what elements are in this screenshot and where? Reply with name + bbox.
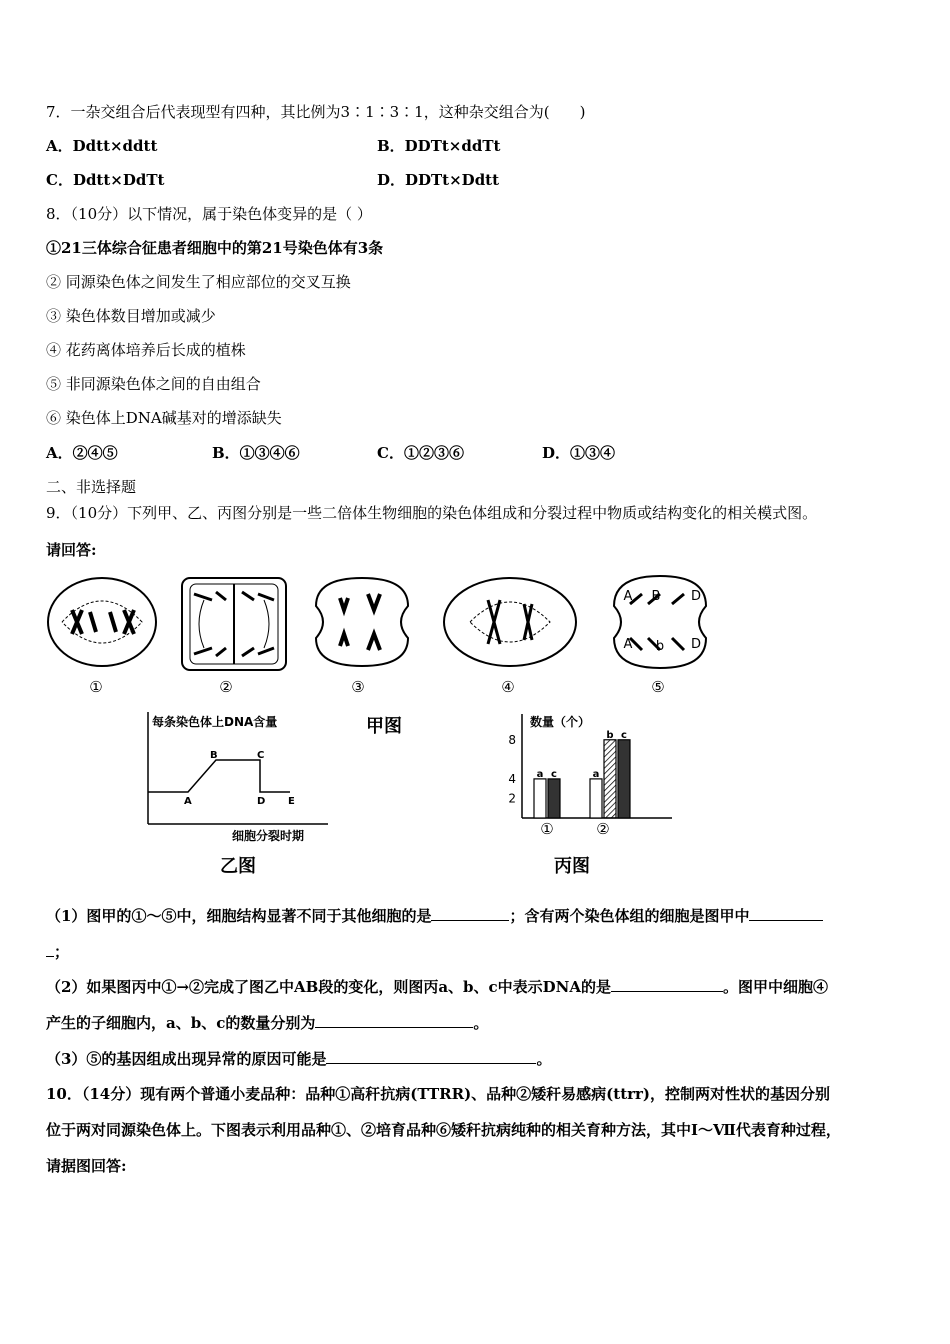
bing-ytick: 2	[508, 791, 516, 806]
cell-5-gene-bottom-3: D	[690, 637, 702, 652]
q9-sub2	[46, 977, 828, 997]
q10-line-1: 10．（14分）现有两个普通小麦品种：品种①高秆抗病(TTRR)、品种②矮秆易感病(ttrr)，控制两对性状的基因分别	[46, 1085, 831, 1103]
bing-bar-label-a: a	[536, 768, 544, 780]
q9-sub1-blank-1[interactable]	[431, 906, 509, 921]
q9-stem: 9．（10分）下列甲、乙、丙图分别是一些二倍体生物细胞的染色体组成和分裂过程中物质或结构变化的相关模式图。	[46, 504, 818, 522]
bing-bar-c-2	[618, 740, 630, 818]
bing-group-label: ②	[596, 820, 610, 838]
q8-option-b: B．①③④⑥	[212, 444, 300, 462]
yi-xlabel: 细胞分裂时期	[232, 829, 305, 843]
yi-dna-curve	[148, 760, 290, 792]
cell-1-membrane	[48, 578, 156, 666]
section-heading: 二、非选择题	[46, 478, 137, 496]
q9-sub1-blank-2[interactable]	[749, 906, 823, 921]
q7-option-d: D．DDTt×Ddtt	[377, 171, 500, 189]
yi-ylabel: 每条染色体上DNA含量	[152, 715, 278, 729]
cell-label-5: ⑤	[651, 678, 665, 696]
cell-label-3: ③	[351, 678, 365, 696]
bing-ylabel: 数量（个）	[530, 715, 591, 729]
cell-5-gene-bottom-2: b	[655, 639, 665, 654]
yi-point-e: E	[288, 796, 295, 807]
bing-ytick: 4	[508, 771, 516, 786]
q9-sub1-end: ；	[54, 943, 70, 961]
jia-caption: 甲图	[366, 716, 402, 737]
cell-3-membrane	[316, 578, 408, 666]
q9-sub1-text: （1）图甲的①～⑤中，细胞结构显著不同于其他细胞的是	[46, 907, 432, 925]
q8-item-6: ⑥ 染色体上DNA碱基对的增添缺失	[46, 409, 282, 427]
bing-ytick: 8	[508, 732, 516, 747]
q9-sub2-cont	[46, 1013, 488, 1033]
q8-item-4: ④ 花药离体培养后长成的植株	[46, 341, 246, 359]
bing-bar-label-b: b	[606, 729, 614, 741]
figure-jia-cells	[44, 570, 714, 700]
cell-5-gene-top-1: A	[623, 589, 633, 604]
bing-group-label: ①	[540, 820, 554, 838]
q9-sub2-text-2: 产生的子细胞内，a、b、c的数量分别为	[46, 1014, 316, 1032]
q9-sub3	[46, 1049, 551, 1069]
q9-prompt: 请回答:	[46, 541, 97, 559]
bing-bar-a-1	[534, 779, 546, 818]
q8-item-3: ③ 染色体数目增加或减少	[46, 307, 216, 325]
q10-line-3: 请据图回答:	[46, 1157, 127, 1175]
q10-line-2: 位于两对同源染色体上。下图表示利用品种①、②培育品种⑥矮秆抗病纯种的相关育种方法，其中Ⅰ～Ⅶ代表育种过程，	[46, 1121, 841, 1139]
q8-option-a: A．②④⑤	[46, 444, 118, 462]
q9-sub1-cont	[46, 942, 69, 962]
cell-5-gene-top-3: D	[690, 589, 702, 604]
q9-sub1-mid: ；含有两个染色体组的细胞是图甲中	[509, 907, 750, 925]
cell-5-gene-top-2: B	[651, 589, 661, 604]
q7-option-c: C．Ddtt×DdTt	[46, 171, 165, 189]
q9-sub2-blank-1[interactable]	[611, 977, 723, 992]
cell-label-4: ④	[501, 678, 515, 696]
q8-item-5: ⑤ 非同源染色体之间的自由组合	[46, 375, 261, 393]
bing-bar-b-2	[604, 740, 616, 818]
cell-5-gene-bottom-1: A	[623, 637, 633, 652]
q8-option-c: C．①②③⑥	[377, 444, 464, 462]
figure-bing	[500, 708, 680, 848]
q8-stem: 8．（10分）以下情况，属于染色体变异的是（ ）	[46, 205, 372, 223]
q7-stem: 7．一杂交组合后代表现型有四种，其比例为3∶1∶3∶1，这种杂交组合为( )	[46, 103, 586, 121]
q9-sub1-blank-2-cont[interactable]	[46, 942, 54, 957]
cell-1-chromosomes-right	[110, 610, 134, 634]
q8-item-2: ② 同源染色体之间发生了相应部位的交叉互换	[46, 273, 351, 291]
q9-sub2-end: 。	[473, 1014, 489, 1032]
q9-sub2-blank-2[interactable]	[315, 1013, 473, 1028]
q9-sub1	[46, 906, 823, 926]
q7-option-b: B．DDTt×ddTt	[377, 137, 501, 155]
bing-bar-label-c: c	[621, 729, 627, 741]
cell-4-spindle	[470, 602, 550, 642]
bing-bar-label-a: a	[592, 768, 600, 780]
cell-label-1: ①	[89, 678, 103, 696]
yi-caption: 乙图	[220, 856, 256, 877]
bing-bar-c-1	[548, 779, 560, 818]
figure-yi	[140, 708, 340, 848]
q9-sub3-text: （3）⑤的基因组成出现异常的原因可能是	[46, 1050, 327, 1068]
yi-point-c: C	[257, 750, 265, 761]
q8-option-d: D．①③④	[542, 444, 616, 462]
q8-item-1: ①21三体综合征患者细胞中的第21号染色体有3条	[46, 239, 384, 257]
cell-label-2: ②	[219, 678, 233, 696]
bing-caption: 丙图	[554, 856, 590, 877]
q9-sub3-blank[interactable]	[326, 1049, 536, 1064]
cell-4-chromosomes	[488, 600, 532, 644]
q7-option-a: A．Ddtt×ddtt	[46, 137, 158, 155]
yi-point-d: D	[257, 796, 266, 807]
cell-3-chromosomes	[340, 594, 380, 650]
q9-sub2-text: （2）如果图丙中①→②完成了图乙中AB段的变化，则图丙a、b、c中表示DNA的是	[46, 978, 612, 996]
cell-1-chromosomes-left	[72, 610, 96, 634]
cell-4-membrane	[444, 578, 576, 666]
q9-sub3-end: 。	[536, 1050, 552, 1068]
bing-bar-a-2	[590, 779, 602, 818]
yi-point-b: B	[210, 750, 218, 761]
bing-bar-label-c: c	[551, 768, 557, 780]
yi-point-a: A	[184, 796, 192, 807]
q9-sub2-mid: 。图甲中细胞④	[723, 978, 829, 996]
